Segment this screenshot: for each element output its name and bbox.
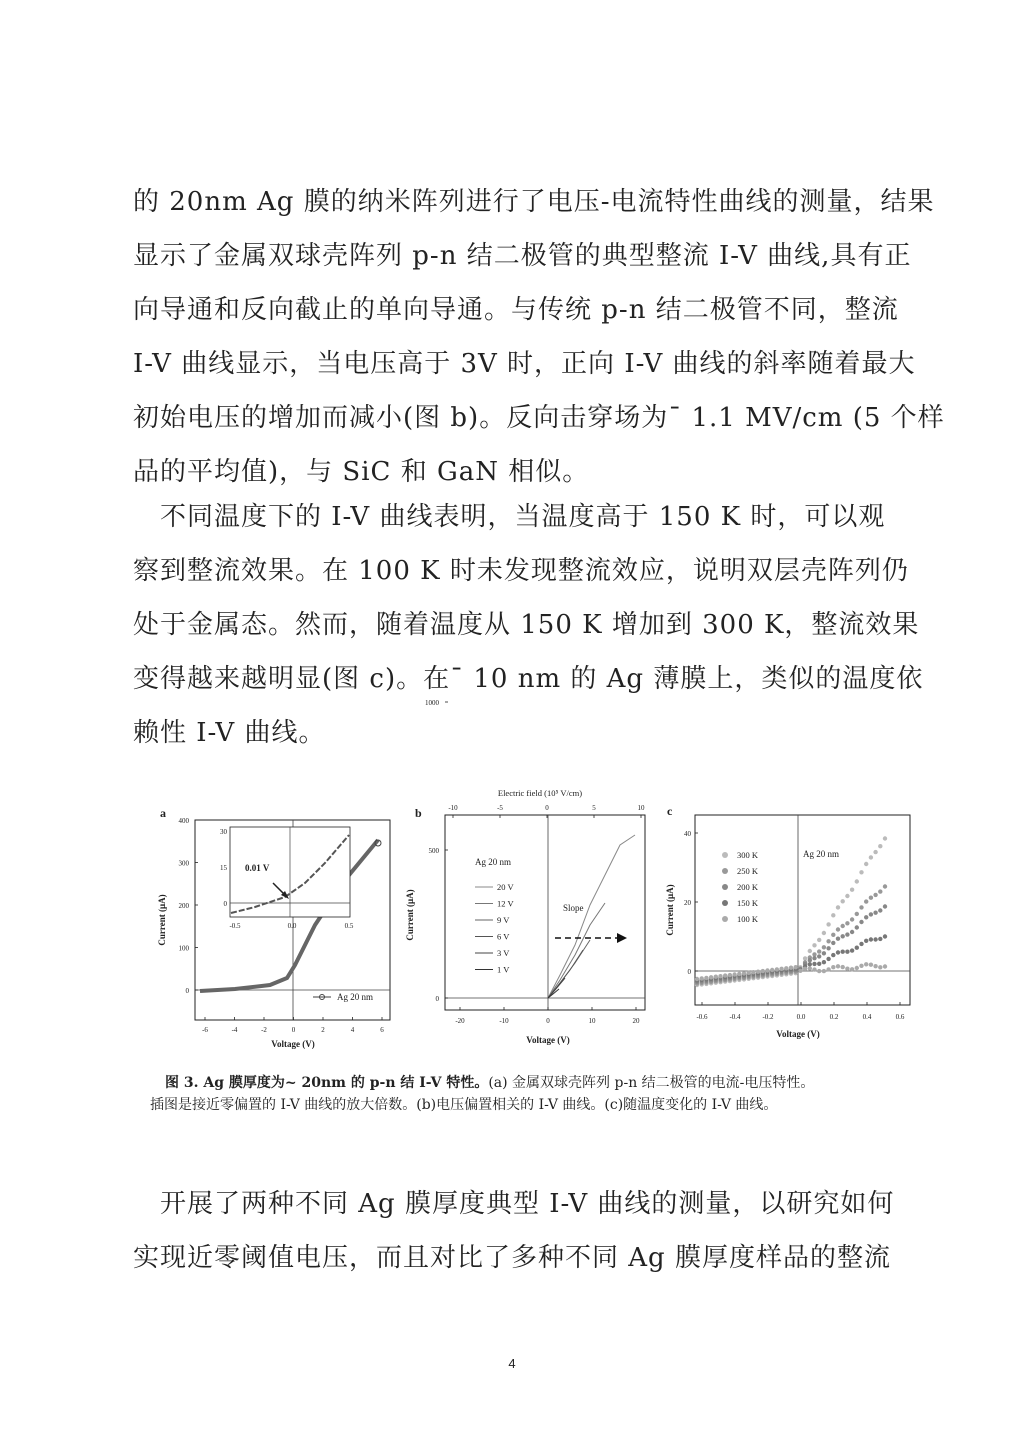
data-point (850, 948, 854, 952)
data-point (869, 937, 873, 941)
data-point (695, 977, 699, 981)
data-point (817, 949, 821, 953)
data-point (836, 950, 840, 954)
data-point (850, 930, 854, 934)
data-point (883, 884, 887, 888)
data-point (737, 972, 741, 976)
top-tick-label: -10 (448, 804, 458, 812)
panel-a-xlabel: Voltage (V) (271, 1039, 315, 1049)
paragraph-2 (133, 490, 924, 760)
data-point (855, 879, 859, 883)
data-point (700, 976, 704, 980)
data-point (836, 927, 840, 931)
x-tick-label: -10 (499, 1017, 509, 1025)
data-point (784, 966, 788, 970)
data-point (817, 969, 821, 973)
data-point (775, 967, 779, 971)
data-point (869, 855, 873, 859)
data-point (836, 937, 840, 941)
data-point (873, 850, 877, 854)
x-tick-label: 0.2 (829, 1013, 839, 1021)
y-tick-label: 0 (435, 995, 439, 1003)
y-tick-label: 40 (684, 830, 691, 838)
panel-b-chart (405, 699, 645, 1055)
data-point (751, 970, 755, 974)
legend-item: 300 K (737, 850, 759, 860)
top-tick-label: 5 (592, 804, 596, 812)
data-point (873, 893, 877, 897)
panel-c-xlabel: Voltage (V) (776, 1029, 820, 1039)
y-tick-label: 500 (428, 847, 439, 855)
y-tick-label: 0 (185, 987, 189, 995)
data-point (864, 862, 868, 866)
y-tick-label: 400 (178, 817, 189, 825)
x-tick-label: -0.4 (729, 1013, 741, 1021)
legend-item: 6 V (497, 931, 510, 942)
legend-marker (722, 900, 728, 906)
data-point (747, 971, 751, 975)
data-point (864, 899, 868, 903)
data-point (826, 967, 830, 971)
legend-marker (722, 852, 728, 858)
panel-a-label: a (160, 806, 166, 820)
data-point (841, 950, 845, 954)
x-tick-label: 0.0 (796, 1013, 806, 1021)
text-line: 的 20nm Ag 膜的纳米阵列进行了电压-电流特性曲线的测量，结果 (133, 187, 935, 217)
data-point (714, 975, 718, 979)
data-point (878, 908, 882, 912)
panel-a-chart (155, 785, 395, 1055)
x-tick-label: -2 (261, 1026, 267, 1034)
data-point (841, 934, 845, 938)
inset-y-tick-label: 15 (220, 864, 227, 872)
data-point (822, 960, 826, 964)
text-line: 不同温度下的 I-V 曲线表明，当温度高于 150 K 时，可以观 (133, 502, 886, 532)
data-point (803, 956, 807, 960)
data-point (869, 896, 873, 900)
text-line: 品的平均值)，与 SiC 和 GaN 相似。 (133, 457, 590, 487)
panel-b-xlabel: Voltage (V) (526, 1035, 570, 1045)
data-point (855, 912, 859, 916)
y-tick-label: 200 (178, 902, 189, 910)
legend-marker (722, 868, 728, 874)
legend-item: 12 V (497, 898, 514, 909)
x-tick-label: 0 (546, 1017, 550, 1025)
caption-line-1 (165, 1072, 925, 1094)
data-point (822, 951, 826, 955)
data-point (869, 963, 873, 967)
data-point (808, 958, 812, 962)
data-point (718, 974, 722, 978)
text-line: 察到整流效果。在 100 K 时未发现整流效应，说明双层壳阵列仍 (133, 556, 909, 586)
inset-x-tick-label: 0.5 (344, 922, 354, 930)
legend-item: 150 K (737, 898, 759, 908)
data-point (864, 915, 868, 919)
data-point (709, 975, 713, 979)
data-point (855, 925, 859, 929)
data-point (826, 922, 830, 926)
data-point (817, 962, 821, 966)
data-point (808, 966, 812, 970)
text-line: 赖性 I-V 曲线。 (133, 718, 326, 748)
y-tick-label: 100 (178, 944, 189, 953)
caption-title: 图 3. Ag 膜厚度为~ 20nm 的 p-n 结 I-V 特性。 (165, 1075, 489, 1091)
panel-b-label: b (415, 806, 422, 820)
caption-line-2: 插图是接近零偏置的 I-V 曲线的放大倍数。(b)电压偏置相关的 I-V 曲线。(c)随温度变化的 I-V 曲线。 (150, 1097, 778, 1113)
panel-b-ylabel: Current (μA) (405, 889, 415, 941)
figure-caption (150, 1072, 925, 1116)
legend-item: 9 V (497, 915, 510, 925)
panel-a-inset-annotation: 0.01 V (245, 863, 270, 873)
data-point (831, 941, 835, 945)
data-point (798, 969, 802, 973)
y-tick-label: 20 (684, 899, 691, 907)
x-tick-label: -0.2 (762, 1013, 774, 1021)
legend-marker (722, 916, 728, 922)
data-point (845, 967, 849, 971)
data-point (826, 939, 830, 943)
data-point (831, 953, 835, 957)
data-point (789, 966, 793, 970)
data-point (873, 937, 877, 941)
data-point (831, 965, 835, 969)
data-point (826, 957, 830, 961)
x-tick-label: 2 (321, 1026, 325, 1034)
data-point (859, 905, 863, 909)
data-point (864, 962, 868, 966)
data-point (817, 954, 821, 958)
data-point (779, 967, 783, 971)
data-point (845, 932, 849, 936)
data-point (732, 972, 736, 976)
x-tick-label: -20 (455, 1017, 465, 1025)
data-point (826, 946, 830, 950)
page-number: 4 (508, 1356, 516, 1371)
data-point (841, 965, 845, 969)
data-point (845, 950, 849, 954)
data-point (883, 904, 887, 908)
top-tick-label: -5 (497, 804, 503, 812)
data-point (812, 962, 816, 966)
data-point (742, 971, 746, 975)
data-point (761, 969, 765, 973)
top-tick-label: 10 (637, 804, 645, 812)
inset-y-tick-label: 0 (223, 900, 227, 908)
data-point (859, 964, 863, 968)
data-point (836, 964, 840, 968)
data-point (855, 966, 859, 970)
x-tick-label: 0 (291, 1026, 296, 1034)
data-point (883, 836, 887, 840)
panel-c-label: c (667, 804, 673, 818)
legend-item: 250 K (737, 866, 759, 876)
data-point (883, 934, 887, 938)
data-point (869, 912, 873, 916)
data-point (859, 942, 863, 946)
x-tick-label: -4 (231, 1026, 238, 1034)
x-tick-label: -6 (202, 1026, 208, 1034)
x-tick-label: -0.6 (696, 1013, 708, 1021)
data-point (812, 967, 816, 971)
legend-item: 100 K (737, 914, 759, 924)
text-line: 开展了两种不同 Ag 膜厚度典型 I-V 曲线的测量，以研究如何 (133, 1189, 895, 1219)
data-point (878, 889, 882, 893)
data-point (878, 937, 882, 941)
data-point (855, 946, 859, 950)
data-point (864, 939, 868, 943)
panel-a-legend: Ag 20 nm (337, 992, 373, 1002)
data-point (808, 962, 812, 966)
data-point (723, 973, 727, 977)
data-point (831, 933, 835, 937)
caption-text: (a) 金属双球壳阵列 p-n 结二极管的电流-电压特性。 (488, 1075, 815, 1091)
top-tick-label: 0 (545, 804, 549, 812)
legend-item: 3 V (497, 948, 510, 958)
data-point (704, 976, 708, 980)
data-point (873, 911, 877, 915)
data-point (728, 973, 732, 977)
panel-c-ylabel: Current (μA) (665, 884, 675, 936)
data-point (770, 968, 774, 972)
data-point (850, 917, 854, 921)
y-tick-label: 0 (687, 968, 691, 976)
data-point (822, 945, 826, 949)
data-point (850, 888, 854, 892)
data-point (808, 949, 812, 953)
inset-y-tick-label: 30 (220, 828, 227, 836)
y-tick-label: 1000 (425, 699, 439, 707)
data-point (812, 943, 816, 947)
x-tick-label: 10 (588, 1017, 596, 1025)
text-line: 处于金属态。然而，随着温度从 150 K 增加到 300 K，整流效果 (133, 610, 920, 640)
text-line: I-V 曲线显示，当电压高于 3V 时，正向 I-V 曲线的斜率随着最大 (133, 349, 916, 379)
data-point (859, 920, 863, 924)
inset-x-tick-label: -0.5 (229, 922, 241, 930)
data-point (794, 965, 798, 969)
panel-b-top-axis-label: Electric field (10⁵ V/cm) (497, 788, 583, 798)
data-point (812, 952, 816, 956)
panel-a-ylabel: Current (μA) (157, 894, 167, 946)
data-point (878, 965, 882, 969)
data-point (812, 956, 816, 960)
x-tick-label: 0.6 (895, 1013, 905, 1021)
panel-b-sample-label: Ag 20 nm (475, 857, 511, 867)
legend-item: 200 K (737, 882, 759, 892)
text-line: 显示了金属双球壳阵列 p-n 结二极管的典型整流 I-V 曲线,具有正 (133, 241, 912, 271)
legend-marker (722, 884, 728, 890)
data-point (845, 921, 849, 925)
text-line: 实现近零阈值电压，而且对比了多种不同 Ag 膜厚度样品的整流 (133, 1243, 891, 1273)
data-point (803, 967, 807, 971)
data-point (878, 844, 882, 848)
data-point (817, 938, 821, 942)
legend-item: 20 V (497, 882, 514, 892)
data-point (822, 931, 826, 935)
panel-c-chart (665, 785, 915, 1055)
data-point (822, 969, 826, 973)
panel-b-slope-annotation: Slope (563, 903, 584, 913)
data-point (873, 964, 877, 968)
paragraph-1 (133, 175, 945, 499)
x-tick-label: 20 (632, 1017, 640, 1025)
data-point (845, 894, 849, 898)
data-point (765, 968, 769, 972)
data-point (859, 870, 863, 874)
data-point (831, 913, 835, 917)
text-line: 初始电压的增加而减小(图 b)。反向击穿场为¯ 1.1 MV/cm (5 个样 (133, 403, 945, 433)
paragraph-3 (133, 1177, 903, 1285)
x-tick-label: 6 (380, 1026, 384, 1034)
data-point (756, 970, 760, 974)
data-point (836, 905, 840, 909)
data-point (883, 964, 887, 968)
text-line: 向导通和反向截止的单向导通。与传统 p-n 结二极管不同，整流 (133, 295, 899, 325)
x-tick-label: 0.4 (862, 1013, 872, 1021)
x-tick-label: 4 (350, 1026, 355, 1034)
inset-x-tick-label: 0.0 (287, 922, 297, 930)
legend-item: 1 V (497, 964, 510, 975)
data-point (850, 967, 854, 971)
data-point (841, 924, 845, 928)
panel-c-sample-label: Ag 20 nm (803, 849, 839, 859)
y-tick-label: 300 (178, 859, 189, 868)
data-point (841, 899, 845, 903)
text-line: 变得越来越明显(图 c)。在¯ 10 nm 的 Ag 薄膜上，类似的温度依 (133, 664, 924, 694)
